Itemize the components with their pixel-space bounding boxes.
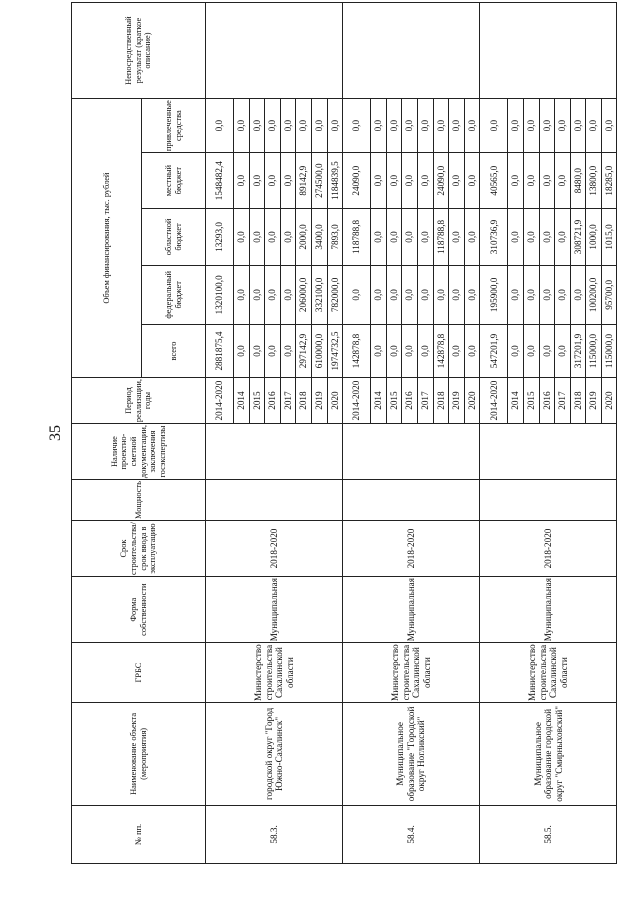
regional-cell: 0,0 [555, 209, 571, 266]
period-cell: 2014-2020 [206, 378, 234, 424]
attracted-cell: 0,0 [343, 99, 371, 153]
period-cell: 2017 [280, 378, 296, 424]
period-cell: 2020 [327, 378, 343, 424]
local-cell: 0,0 [539, 153, 555, 209]
regional-cell: 0,0 [386, 209, 402, 266]
attracted-cell: 0,0 [433, 99, 449, 153]
attracted-cell: 0,0 [402, 99, 418, 153]
total-cell: 0,0 [523, 324, 539, 377]
total-cell: 317201,9 [570, 324, 586, 377]
local-cell: 274500,0 [311, 153, 327, 209]
federal-cell: 0,0 [417, 265, 433, 324]
period-cell: 2015 [523, 378, 539, 424]
federal-cell: 0,0 [234, 265, 250, 324]
total-cell: 1974732,5 [327, 324, 343, 377]
regional-cell: 308721,9 [570, 209, 586, 266]
period-cell: 2015 [249, 378, 265, 424]
col-header-local: местный бюджет [142, 153, 206, 209]
period-cell: 2018 [570, 378, 586, 424]
col-header-period: Период реализации, годы [72, 378, 206, 424]
capacity-cell [480, 480, 617, 521]
col-header-federal: федеральный бюджет [142, 265, 206, 324]
federal-cell: 0,0 [402, 265, 418, 324]
attracted-cell: 0,0 [296, 99, 312, 153]
local-cell: 1184839,5 [327, 153, 343, 209]
period-cell: 2018 [433, 378, 449, 424]
attracted-cell: 0,0 [311, 99, 327, 153]
federal-cell: 195900,0 [480, 265, 508, 324]
row-number: 58.4. [343, 805, 480, 863]
docs-cell [480, 424, 617, 480]
total-cell: 0,0 [402, 324, 418, 377]
row-number: 58.3. [206, 805, 343, 863]
total-cell: 0,0 [371, 324, 387, 377]
total-cell: 547201,9 [480, 324, 508, 377]
total-cell: 0,0 [249, 324, 265, 377]
period-cell: 2018 [296, 378, 312, 424]
regional-cell: 2000,0 [296, 209, 312, 266]
federal-cell: 0,0 [508, 265, 524, 324]
table-row [480, 3, 508, 864]
local-cell: 18285,0 [601, 153, 617, 209]
ownership-form: Муниципальная [480, 577, 617, 643]
col-header-docs: Наличие проектно-сметной документации, заключения госэкспертизы [72, 424, 206, 480]
total-cell: 610000,0 [311, 324, 327, 377]
regional-cell: 7893,0 [327, 209, 343, 266]
federal-cell: 0,0 [265, 265, 281, 324]
construction-term: 2018-2020 [206, 521, 343, 577]
attracted-cell: 0,0 [249, 99, 265, 153]
regional-cell: 0,0 [539, 209, 555, 266]
total-cell: 0,0 [449, 324, 465, 377]
regional-cell: 13293,0 [206, 209, 234, 266]
local-cell: 0,0 [265, 153, 281, 209]
regional-cell: 0,0 [371, 209, 387, 266]
attracted-cell: 0,0 [539, 99, 555, 153]
regional-cell: 0,0 [265, 209, 281, 266]
col-header-no: № пп. [72, 805, 206, 863]
attracted-cell: 0,0 [449, 99, 465, 153]
period-cell: 2014-2020 [343, 378, 371, 424]
table-row [206, 3, 234, 864]
local-cell: 0,0 [386, 153, 402, 209]
total-cell: 0,0 [464, 324, 480, 377]
federal-cell: 0,0 [280, 265, 296, 324]
total-cell: 0,0 [555, 324, 571, 377]
federal-cell: 0,0 [570, 265, 586, 324]
table-row [343, 3, 371, 864]
period-cell: 2016 [402, 378, 418, 424]
total-cell: 2881875,4 [206, 324, 234, 377]
grbs-cell: Министерство строительства Сахалинской области [206, 643, 343, 703]
col-header-term: Срок строительства/срок ввода в эксплуатацию [72, 521, 206, 577]
federal-cell: 0,0 [449, 265, 465, 324]
row-number: 58.5. [480, 805, 617, 863]
total-cell: 115000,0 [601, 324, 617, 377]
attracted-cell: 0,0 [371, 99, 387, 153]
local-cell: 40565,0 [480, 153, 508, 209]
local-cell: 0,0 [523, 153, 539, 209]
attracted-cell: 0,0 [523, 99, 539, 153]
regional-cell: 0,0 [508, 209, 524, 266]
regional-cell: 0,0 [449, 209, 465, 266]
total-cell: 297142,9 [296, 324, 312, 377]
regional-cell: 0,0 [280, 209, 296, 266]
period-cell: 2014 [234, 378, 250, 424]
total-cell: 115000,0 [586, 324, 602, 377]
period-cell: 2016 [539, 378, 555, 424]
period-cell: 2014 [508, 378, 524, 424]
local-cell: 0,0 [280, 153, 296, 209]
total-cell: 0,0 [265, 324, 281, 377]
capacity-cell [206, 480, 343, 521]
federal-cell: 0,0 [249, 265, 265, 324]
attracted-cell: 0,0 [206, 99, 234, 153]
attracted-cell: 0,0 [586, 99, 602, 153]
local-cell: 0,0 [508, 153, 524, 209]
attracted-cell: 0,0 [570, 99, 586, 153]
period-cell: 2014-2020 [480, 378, 508, 424]
total-cell: 0,0 [280, 324, 296, 377]
total-cell: 0,0 [539, 324, 555, 377]
period-cell: 2015 [386, 378, 402, 424]
federal-cell: 0,0 [371, 265, 387, 324]
funding-table [71, 2, 617, 864]
regional-cell: 0,0 [417, 209, 433, 266]
local-cell: 89142,9 [296, 153, 312, 209]
local-cell: 1548482,4 [206, 153, 234, 209]
federal-cell: 332100,0 [311, 265, 327, 324]
regional-cell: 310736,9 [480, 209, 508, 266]
period-cell: 2020 [601, 378, 617, 424]
page-number: 35 [47, 425, 64, 441]
federal-cell: 0,0 [464, 265, 480, 324]
result-cell [206, 3, 343, 99]
attracted-cell: 0,0 [480, 99, 508, 153]
local-cell: 8480,0 [570, 153, 586, 209]
object-name: городской округ "Город Южно-Сахалинск" [206, 702, 343, 805]
construction-term: 2018-2020 [343, 521, 480, 577]
regional-cell: 0,0 [523, 209, 539, 266]
total-cell: 0,0 [234, 324, 250, 377]
federal-cell: 95700,0 [601, 265, 617, 324]
local-cell: 0,0 [402, 153, 418, 209]
col-header-name: Наименование объекта (мероприятия) [72, 702, 206, 805]
attracted-cell: 0,0 [601, 99, 617, 153]
local-cell: 0,0 [371, 153, 387, 209]
federal-cell: 0,0 [343, 265, 371, 324]
col-header-result: Непосредственный результат (краткое описание) [72, 3, 206, 99]
regional-cell: 118788,8 [433, 209, 449, 266]
federal-cell: 0,0 [523, 265, 539, 324]
local-cell: 0,0 [449, 153, 465, 209]
local-cell: 0,0 [417, 153, 433, 209]
attracted-cell: 0,0 [280, 99, 296, 153]
period-cell: 2019 [449, 378, 465, 424]
result-cell [343, 3, 480, 99]
federal-cell: 0,0 [386, 265, 402, 324]
local-cell: 0,0 [249, 153, 265, 209]
attracted-cell: 0,0 [327, 99, 343, 153]
regional-cell: 0,0 [249, 209, 265, 266]
regional-cell: 0,0 [234, 209, 250, 266]
result-cell [480, 3, 617, 99]
col-header-form: Форма собственности [72, 577, 206, 643]
col-header-capacity: Мощность [72, 480, 206, 521]
regional-cell: 3400,0 [311, 209, 327, 266]
federal-cell: 1320100,0 [206, 265, 234, 324]
object-name: Муниципальное образование городской округ "Смирныховский" [480, 702, 617, 805]
period-cell: 2016 [265, 378, 281, 424]
ownership-form: Муниципальная [343, 577, 480, 643]
federal-cell: 0,0 [433, 265, 449, 324]
total-cell: 0,0 [417, 324, 433, 377]
attracted-cell: 0,0 [234, 99, 250, 153]
docs-cell [206, 424, 343, 480]
col-header-funding-group: Объем финансирования, тыс. рублей [72, 99, 142, 378]
federal-cell: 782000,0 [327, 265, 343, 324]
local-cell: 24090,0 [433, 153, 449, 209]
col-header-regional: областной бюджет [142, 209, 206, 266]
period-cell: 2019 [586, 378, 602, 424]
period-cell: 2019 [311, 378, 327, 424]
attracted-cell: 0,0 [386, 99, 402, 153]
federal-cell: 100200,0 [586, 265, 602, 324]
local-cell: 0,0 [555, 153, 571, 209]
regional-cell: 0,0 [402, 209, 418, 266]
construction-term: 2018-2020 [480, 521, 617, 577]
federal-cell: 0,0 [539, 265, 555, 324]
total-cell: 0,0 [386, 324, 402, 377]
period-cell: 2017 [417, 378, 433, 424]
total-cell: 0,0 [508, 324, 524, 377]
period-cell: 2014 [371, 378, 387, 424]
local-cell: 13800,0 [586, 153, 602, 209]
total-cell: 142878,8 [433, 324, 449, 377]
attracted-cell: 0,0 [265, 99, 281, 153]
document-page [46, 2, 629, 864]
grbs-cell: Министерство строительства Сахалинской области [343, 643, 480, 703]
col-header-grbs: ГРБС [72, 643, 206, 703]
federal-cell: 206000,0 [296, 265, 312, 324]
period-cell: 2020 [464, 378, 480, 424]
capacity-cell [343, 480, 480, 521]
col-header-total: всего [142, 324, 206, 377]
regional-cell: 0,0 [464, 209, 480, 266]
local-cell: 0,0 [464, 153, 480, 209]
grbs-cell: Министерство строительства Сахалинской области [480, 643, 617, 703]
local-cell: 0,0 [234, 153, 250, 209]
object-name: Муниципальное образование "Городской округ Ногликский" [343, 702, 480, 805]
regional-cell: 1015,0 [601, 209, 617, 266]
ownership-form: Муниципальная [206, 577, 343, 643]
col-header-attracted: привлеченные средства [142, 99, 206, 153]
table-body [206, 3, 617, 864]
attracted-cell: 0,0 [464, 99, 480, 153]
attracted-cell: 0,0 [417, 99, 433, 153]
attracted-cell: 0,0 [555, 99, 571, 153]
regional-cell: 1000,0 [586, 209, 602, 266]
docs-cell [343, 424, 480, 480]
attracted-cell: 0,0 [508, 99, 524, 153]
total-cell: 142878,8 [343, 324, 371, 377]
federal-cell: 0,0 [555, 265, 571, 324]
regional-cell: 118788,8 [343, 209, 371, 266]
local-cell: 24090,0 [343, 153, 371, 209]
period-cell: 2017 [555, 378, 571, 424]
